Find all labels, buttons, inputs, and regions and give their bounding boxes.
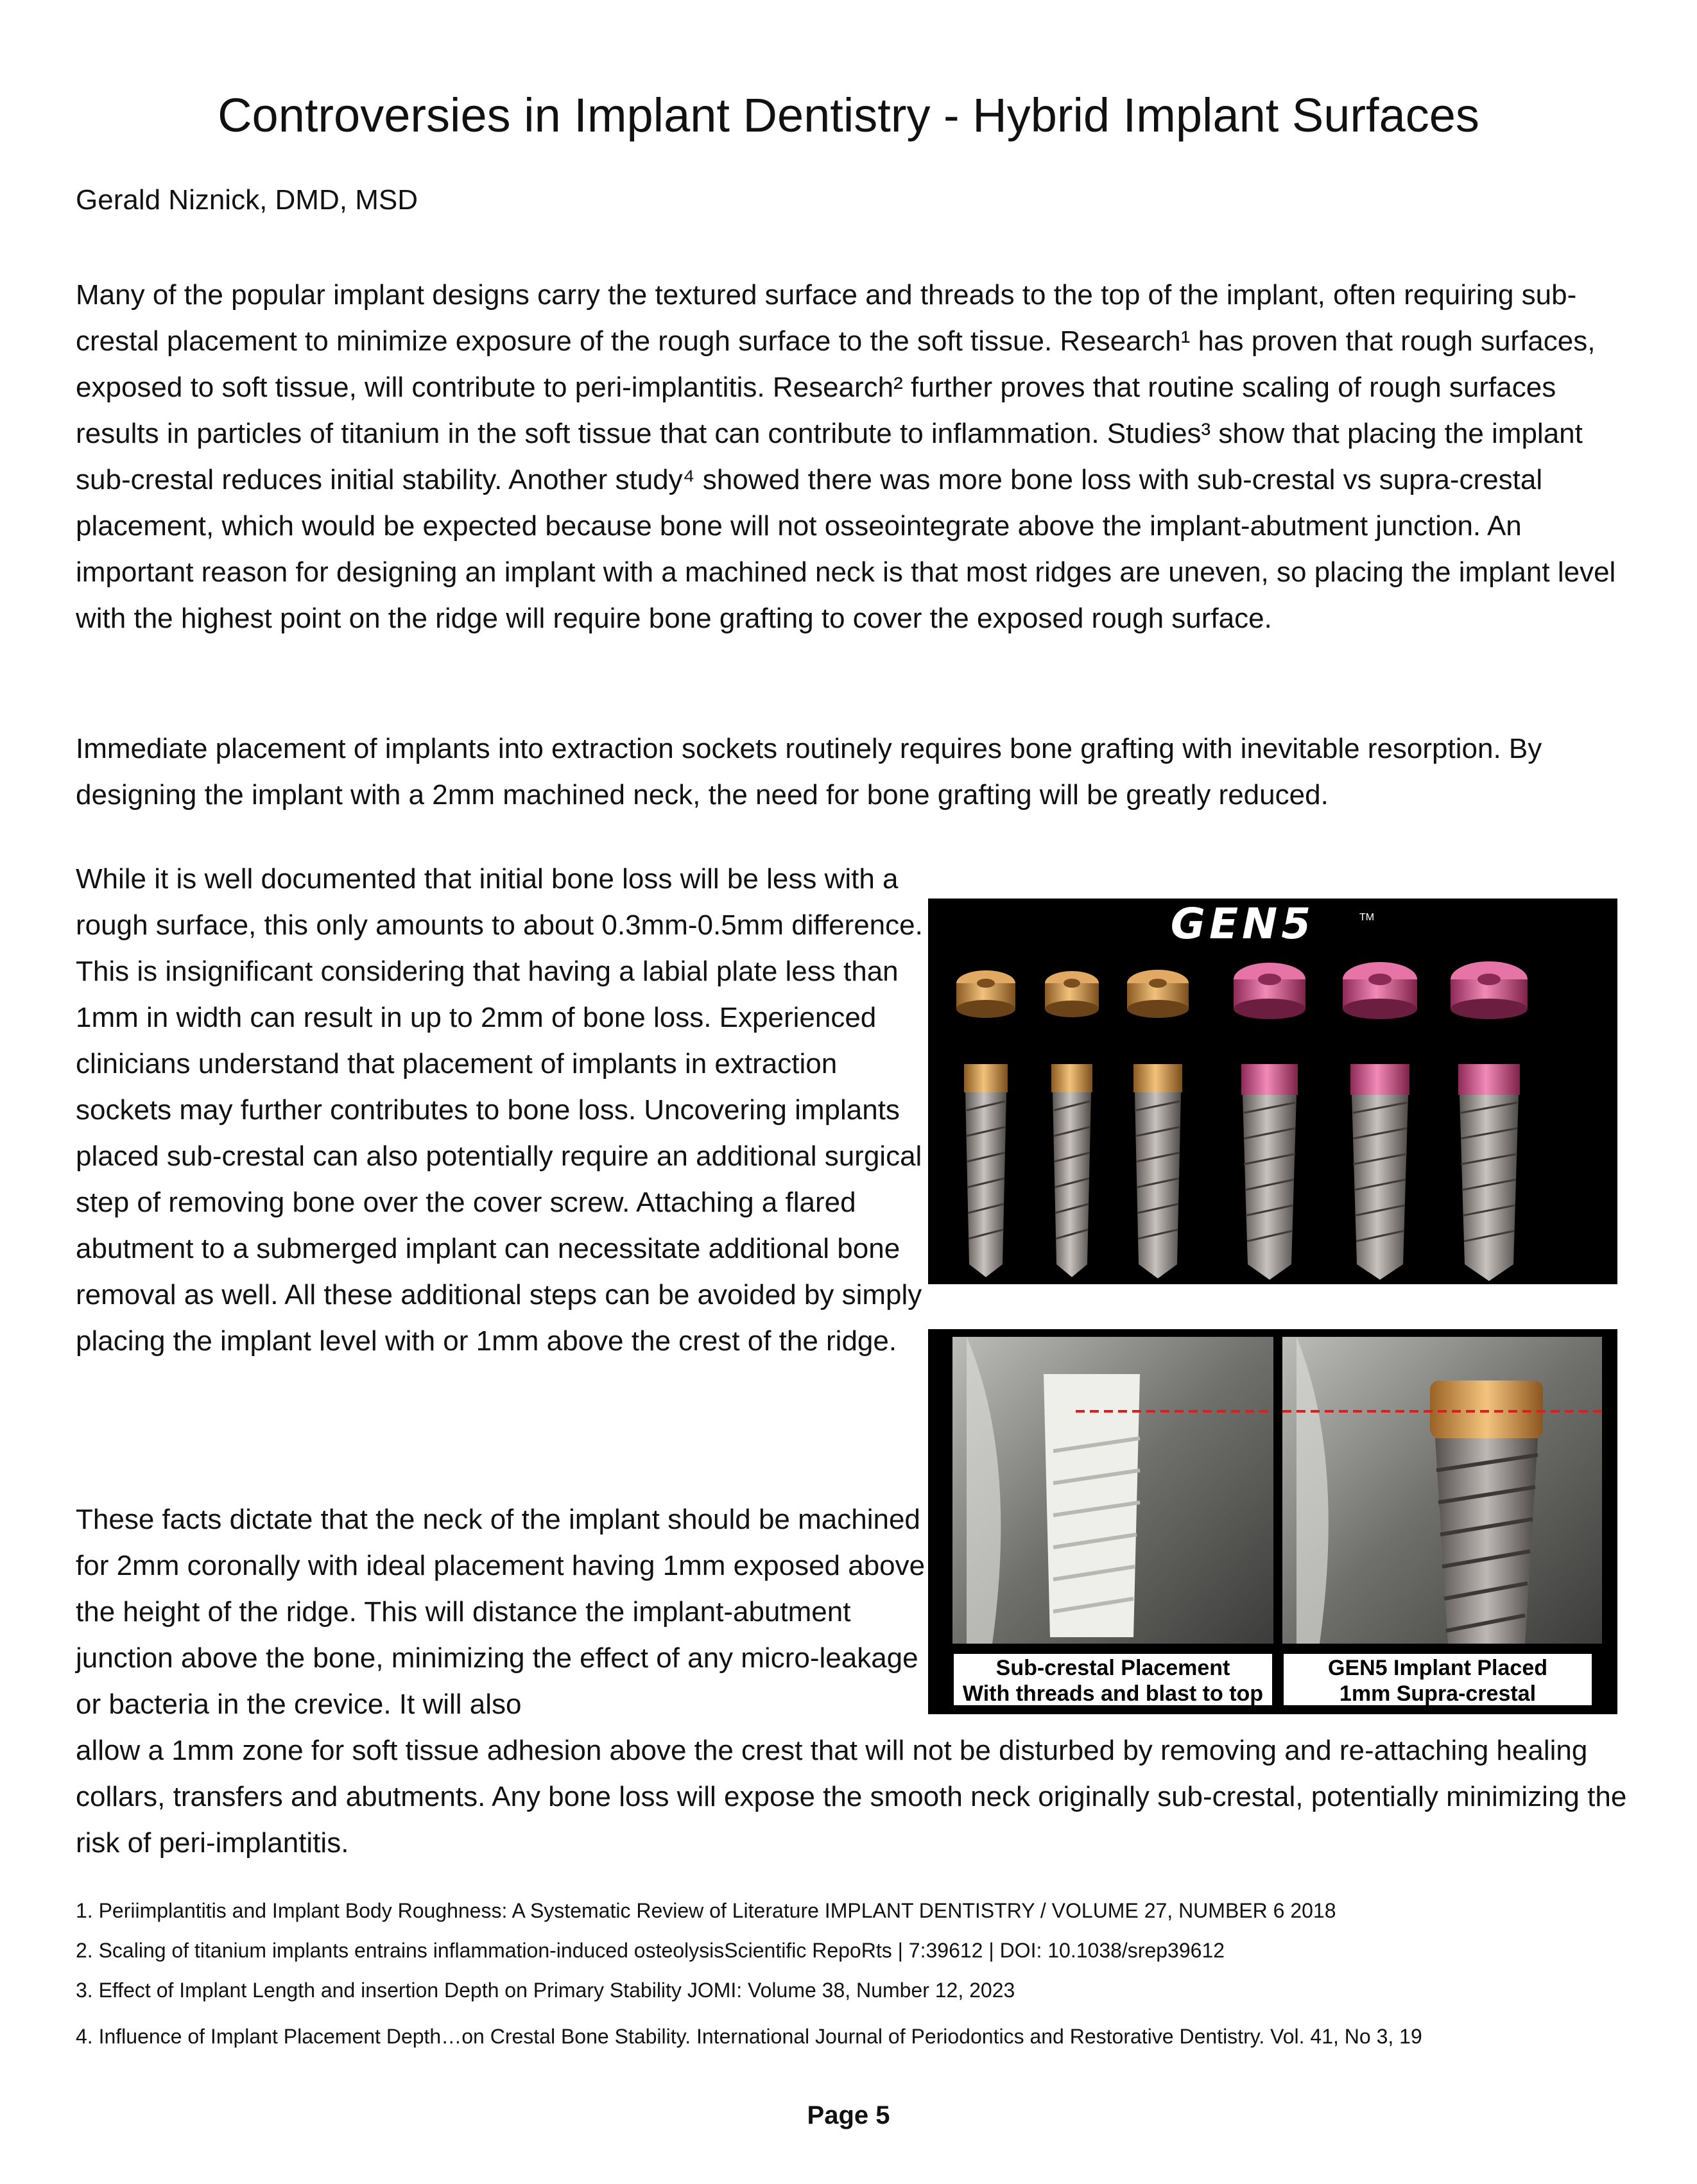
page-number: Page 5 — [807, 2101, 890, 2129]
caption-left-line2: With threads and blast to top — [962, 1681, 1264, 1706]
reference-1: 1. Periimplantitis and Implant Body Roughness: A Systematic Review of Literature IMPLANT DENTISTRY / VOLUME 27, NUMBER 6 2018 — [76, 1899, 1336, 1922]
reference-2: 2. Scaling of titanium implants entrains inflammation-induced osteolysisScientific RepoRts | 7:39612 | DOI: 10.1038/srep39612 — [76, 1939, 1225, 1962]
paragraph-immediate-placement: Immediate placement of implants into extraction sockets routinely requires bone grafting with inevitable resorption. By designing the implant with a 2mm machined neck, the need for bone grafting will be greatly reduced. — [76, 733, 1542, 811]
paragraph-surface-research: Many of the popular implant designs carry the textured surface and threads to the top of the implant, often requiring sub-crestal placement to minimize exposure of the rough surface to the soft tissue. Research¹ has proven that rough surfaces, exposed to soft tissue, will contribute to peri-implantitis. Research² further proves that routine scaling of rough surfaces results in particles of titanium in the soft tissue that can contribute to inflammation. Studies³ show that placing the implant sub-crestal reduces initial stability. Another study⁴ showed there was more bone loss with sub-crestal vs supra-crestal placement, which would be expected because bone will not osseointegrate above the implant-abutment junction. An important reason for designing an implant with a machined neck is that most ridges are uneven, so placing the implant level with the highest point on the ridge will require bone grafting to cover the exposed rough surface. — [76, 279, 1616, 634]
trademark-mark: TM — [1359, 912, 1375, 923]
caption-left-line1: Sub-crestal Placement — [995, 1656, 1230, 1680]
xray-right-panel — [1282, 1337, 1602, 1644]
caption-supra-crestal — [1282, 1653, 1593, 1707]
implants-row — [964, 1064, 1520, 1281]
gen5-logo-text: GEN5 — [1170, 899, 1315, 949]
caption-sub-crestal — [952, 1653, 1273, 1707]
reference-4: 4. Influence of Implant Placement Depth…on Crestal Bone Stability. International Journal of Periodontics and Restorative Dentistry. Vol. 41, No 3, 19 — [76, 2025, 1422, 2048]
healing-caps-row — [956, 961, 1528, 1019]
paragraph-neck-machined-continued: allow a 1mm zone for soft tissue adhesion above the crest that will not be disturbed by removing and re-attaching healing collars, transfers and abutments. Any bone loss will expose the smooth neck originally sub-crestal, potentially minimizing the risk of peri-implantitis. — [76, 1735, 1627, 1859]
gen5-implant-illustration — [928, 899, 1617, 1284]
gen5-implant-lineup-image — [928, 899, 1617, 1284]
xray-comparison-image — [928, 1329, 1617, 1714]
author-line: Gerald Niznick, DMD, MSD — [76, 184, 418, 216]
reference-3: 3. Effect of Implant Length and insertion Depth on Primary Stability JOMI: Volume 38, Number 12, 2023 — [76, 1979, 1015, 2002]
paragraph-bone-loss: While it is well documented that initial bone loss will be less with a rough surface, this only amounts to about 0.3mm-0.5mm difference. This is insignificant considering that having a labial plate less than 1mm in width can result in up to 2mm of bone loss. Experienced clinicians understand that placement of implants in extraction sockets may further contributes to bone loss. Uncovering implants placed sub-crestal can also potentially require an additional surgical step of removing bone over the cover screw. Attaching a flared abutment to a submerged implant can necessitate additional bone removal as well. All these additional steps can be avoided by simply placing the implant level with or 1mm above the crest of the ridge. — [76, 863, 923, 1357]
xray-left-panel — [952, 1337, 1273, 1644]
page-title: Controversies in Implant Dentistry - Hybrid Implant Surfaces — [218, 89, 1479, 142]
caption-right-line1: GEN5 Implant Placed — [1328, 1656, 1547, 1680]
paragraph-neck-machined: These facts dictate that the neck of the implant should be machined for 2mm coronally with ideal placement having 1mm exposed above the height of the ridge. This will distance the implant-abutment junction above the bone, minimizing the effect of any micro-leakage or bacteria in the crevice. It will also — [76, 1504, 926, 1720]
references-list — [76, 1896, 1629, 2062]
caption-right-line2: 1mm Supra-crestal — [1339, 1681, 1537, 1706]
